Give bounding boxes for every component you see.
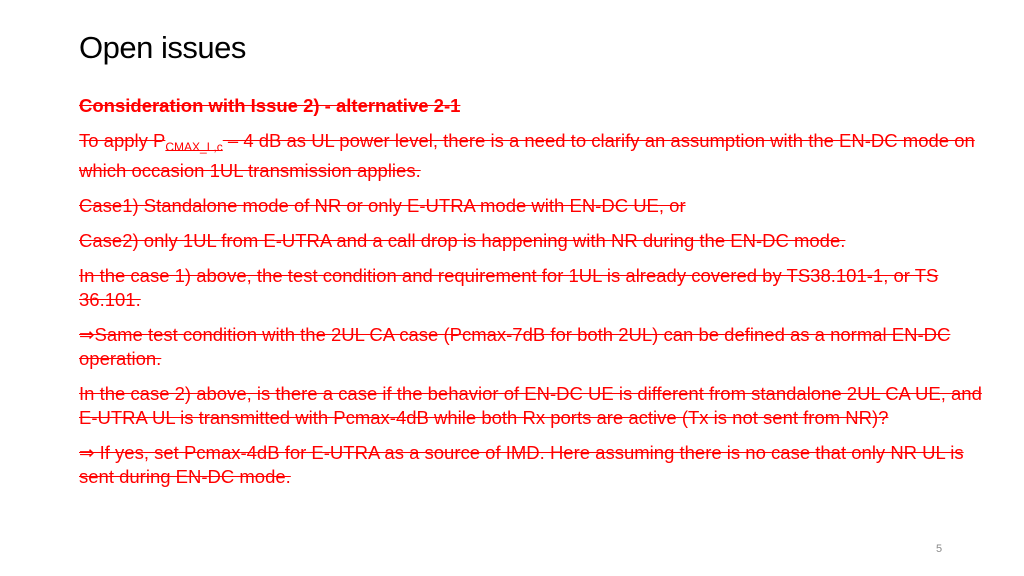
paragraph-apply-pcmax (79, 129, 999, 183)
case2-analysis: In the case 2) above, is there a case if the behavior of EN-DC UE is different from standalone 2UL CA UE, and E-UTRA UL is transmitted with Pcmax-4dB while both Rx ports are active (Tx is not sent from NR)? (79, 383, 982, 428)
slide-body (79, 94, 999, 500)
section-heading: Consideration with Issue 2) - alternative 2-1 (79, 95, 461, 116)
pcmax-subscript: CMAX_L,c (165, 140, 223, 154)
case2-text: Case2) only 1UL from E-UTRA and a call drop is happening with NR during the EN-DC mode. (79, 230, 846, 251)
pcmax-prefix: To apply P (79, 130, 166, 151)
case1-conclusion: ⇒Same test condition with the 2UL CA case (Pcmax-7dB for both 2UL) can be defined as a normal EN-DC operation. (79, 324, 951, 369)
slide-title: Open issues (79, 30, 246, 65)
pcmax-suffix: – 4 dB as UL power level, there is a need to clarify an assumption with the EN-DC mode on which occasion 1UL transmission applies. (79, 130, 975, 181)
page-number: 5 (936, 543, 943, 555)
case2-conclusion: ⇒ If yes, set Pcmax-4dB for E-UTRA as a source of IMD. Here assuming there is no case that only NR UL is sent during EN-DC mode. (79, 442, 964, 487)
case1-text: Case1) Standalone mode of NR or only E-UTRA mode with EN-DC UE, or (79, 195, 686, 216)
case1-analysis: In the case 1) above, the test condition and requirement for 1UL is already covered by TS38.101-1, or TS 36.101. (79, 265, 939, 310)
